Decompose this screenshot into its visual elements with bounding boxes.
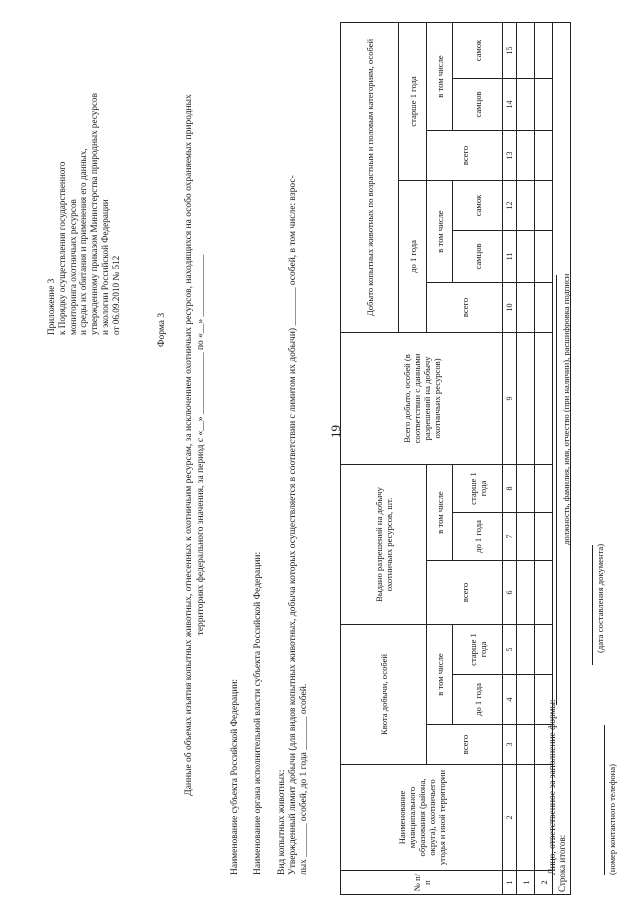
header-over1-males: самцов	[453, 78, 503, 130]
header-over1-females: самок	[453, 22, 503, 78]
signature-caption: должность, фамилия, имя, отчество (при наличии), расшифровка подписи	[561, 273, 571, 545]
col-number: 2	[503, 765, 517, 871]
col-number: 9	[503, 332, 517, 464]
header-under1-females: самок	[453, 180, 503, 230]
document-title	[183, 15, 207, 875]
appendix-line: и среды их обитания и применения его данных,	[78, 148, 89, 335]
appendix-line: Приложение 3	[46, 278, 56, 335]
col-number: 5	[503, 624, 517, 674]
appendix-line: от 06.09.2010 № 512	[110, 255, 121, 335]
authority-field: Наименование органа исполнительной власти субъекта Российской Федерации:	[253, 551, 263, 875]
col-number: 10	[503, 282, 517, 332]
header-quota-under1: до 1 года	[453, 675, 503, 725]
header-under1: до 1 года	[399, 180, 427, 332]
col-number: 8	[503, 464, 517, 512]
appendix-block	[46, 5, 122, 335]
header-issued: Выдано разрешений на добычу охотничьих ресурсов, шт.	[341, 464, 427, 624]
limit-field-cont: лых _______ особей, до 1 года _______ особей.	[299, 683, 309, 875]
header-issued-including: в том числе	[427, 464, 453, 560]
species-field: Вид копытных животных:	[277, 769, 287, 875]
appendix-line: и экологии Российской Федерации	[99, 199, 110, 335]
row-label: 2	[535, 871, 553, 895]
col-number: 15	[503, 22, 517, 78]
harvest-table	[340, 22, 571, 895]
form-number: Форма 3	[157, 312, 167, 347]
header-under1-males: самцов	[453, 230, 503, 282]
header-under1-all: всего	[427, 282, 503, 332]
header-name: Наименование муниципального образования (района, округа), охотничьего угодья и иной территории	[341, 765, 503, 871]
header-issued-all: всего	[427, 560, 503, 624]
date-line	[592, 545, 593, 665]
header-quota: Квота добычи, особей	[341, 624, 427, 764]
date-caption: (дата составления документа)	[595, 543, 605, 653]
header-total-mined: Всего добыто, особей (в соответствии с данными разрешений на добычу охотничьих ресурсов)	[341, 332, 503, 464]
col-number: 12	[503, 180, 517, 230]
header-over1-including: в том числе	[427, 22, 453, 130]
header-over1-all: всего	[427, 130, 503, 180]
header-quota-all: всего	[427, 725, 503, 765]
appendix-line: к Порядку осуществления государственного	[56, 161, 67, 335]
col-number: 14	[503, 78, 517, 130]
col-number: 11	[503, 230, 517, 282]
totals-label: Строка итогов:	[553, 22, 571, 894]
header-issued-over1: старше 1 года	[453, 464, 503, 512]
header-issued-under1: до 1 года	[453, 512, 503, 560]
phone-line	[604, 725, 605, 875]
appendix-line: мониторинга охотничьих ресурсов	[67, 199, 78, 335]
header-quota-over1: старше 1 года	[453, 624, 503, 674]
appendix-line: утвержденному приказом Министерства природных ресурсов	[89, 93, 100, 335]
header-mined-by-age: Добыто копытных животных по возрастным и половым категориям, особей	[341, 22, 399, 332]
col-number: 4	[503, 675, 517, 725]
title-line: территориях федерального значения, за период с «__» _____________ по «__» _____________	[196, 254, 206, 636]
phone-caption: (номер контактного телефона)	[607, 764, 617, 875]
title-line: Данные об объемах изъятия копытных животных, отнесенных к охотничьим ресурсам, за исключением охотничьих ресурсов, находящихся на особо охраняемых природных	[184, 94, 194, 796]
col-number: 7	[503, 512, 517, 560]
header-over1: старше 1 года	[399, 22, 427, 180]
col-number: 1	[503, 871, 517, 895]
responsible-label: Лицо, ответственное за заполнение формы:	[548, 699, 558, 875]
limit-field: Утвержденный лимит добычи (для видов копытных животных, добыча которых осуществляется в соответствии с лимитом их добычи) ________ особей, в том числе: взрос-	[288, 175, 298, 875]
col-number: 13	[503, 130, 517, 180]
page-number: 19	[328, 425, 343, 438]
col-number: 3	[503, 725, 517, 765]
col-number: 6	[503, 560, 517, 624]
subject-field: Наименование субъекта Российской Федерации:	[230, 678, 240, 875]
header-under1-including: в том числе	[427, 180, 453, 282]
table-row	[517, 22, 535, 894]
header-quota-including: в том числе	[427, 624, 453, 724]
header-no: № п/п	[341, 871, 503, 895]
signature-line	[556, 275, 557, 705]
row-label: 1	[517, 871, 535, 895]
